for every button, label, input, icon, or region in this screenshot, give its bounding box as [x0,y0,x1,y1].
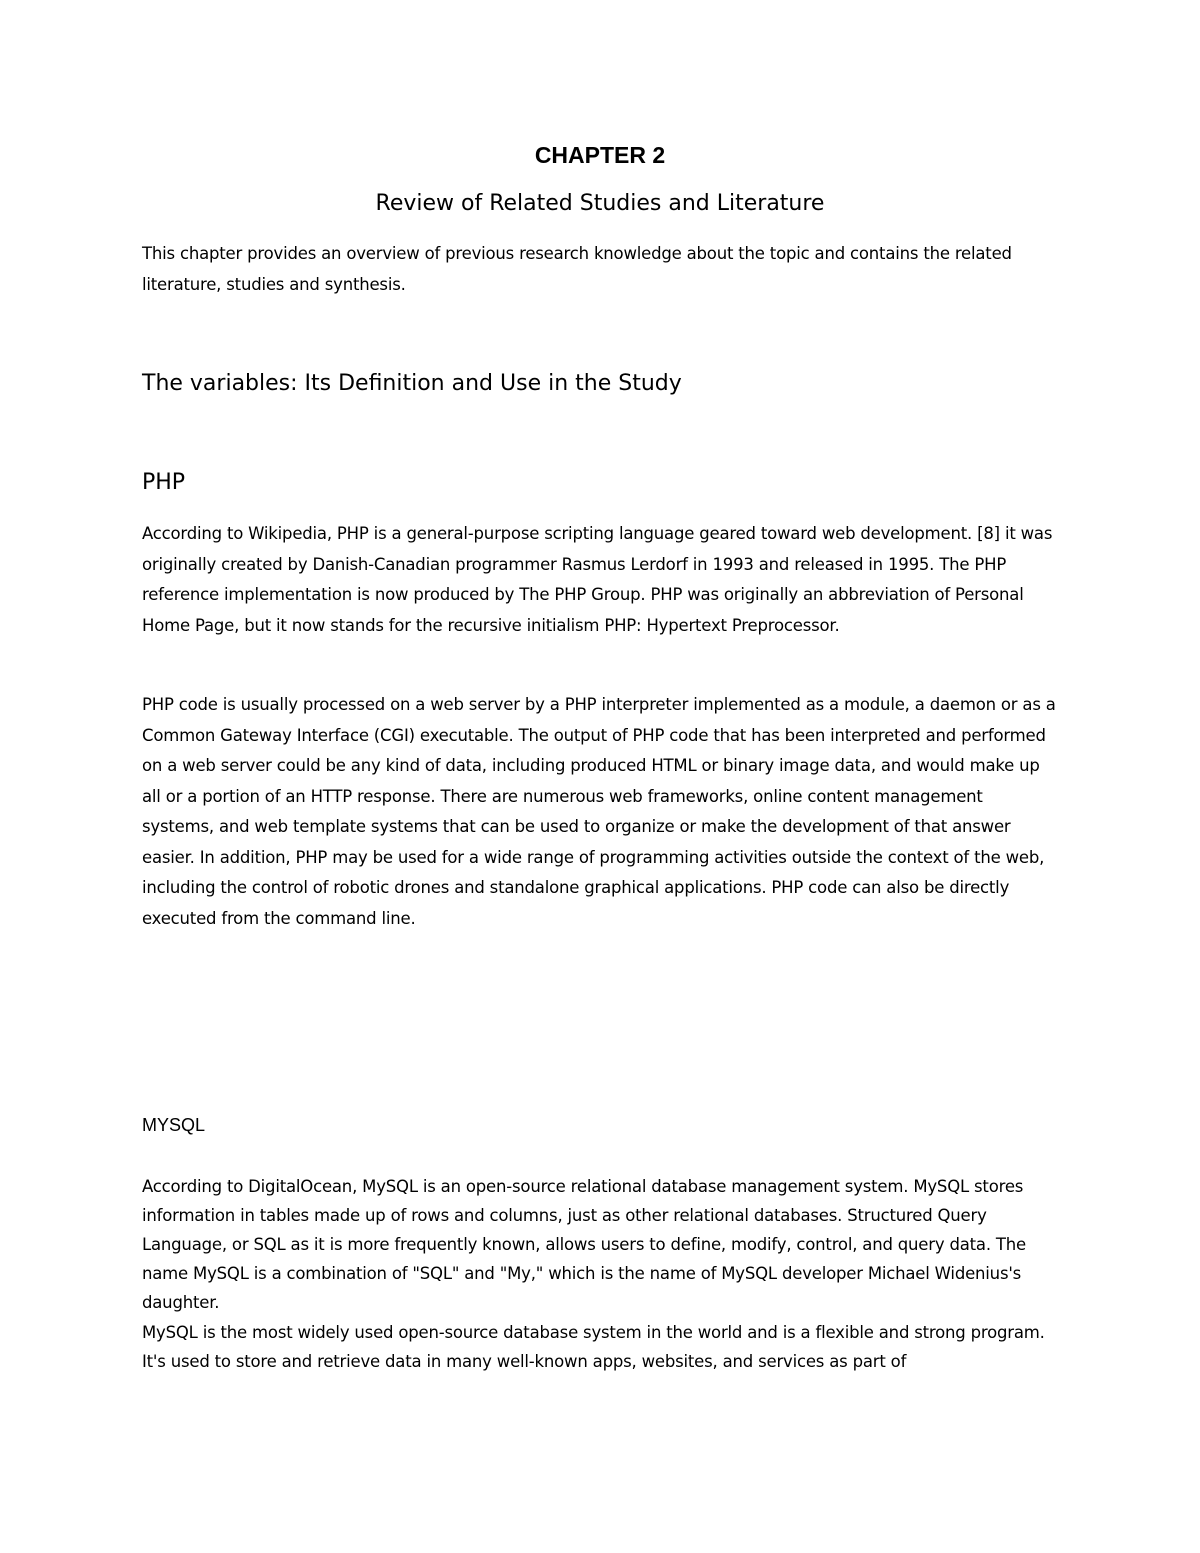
section-heading: The variables: Its Definition and Use in the Study [142,371,682,396]
mysql-paragraph-2: MySQL is the most widely used open-source database system in the world and is a flexible and strong program. It's used to store and retrieve data in many well-known apps, websites, and services as part of [142,1323,1045,1371]
chapter-intro-paragraph: This chapter provides an overview of previous research knowledge about the topic and contains the related literature, studies and synthesis. [142,244,1012,294]
php-paragraph-2: PHP code is usually processed on a web server by a PHP interpreter implemented as a module, a daemon or as a Common Gateway Interface (CGI) executable. The output of PHP code that has been interpreted and performed on a web server could be any kind of data, including produced HTML or binary image data, and would make up all or a portion of an HTTP response. There are numerous web frameworks, online content management systems, and web template systems that can be used to organize or make the development of that answer easier. In addition, PHP may be used for a wide range of programming activities outside the context of the web, including the control of robotic drones and standalone graphical applications. PHP code can also be directly executed from the command line. [142,695,1056,928]
chapter-label: CHAPTER 2 [534,142,666,168]
mysql-paragraph-1: According to DigitalOcean, MySQL is an open-source relational database management system. MySQL stores information in tables made up of rows and columns, just as other relational databases. Structured Query Language, or SQL as it is more frequently known, allows users to define, modify, control, and query data. The name MySQL is a combination of "SQL" and "My," which is the name of MySQL developer Michael Widenius's daughter. [142,1177,1026,1312]
mysql-heading: MYSQL [142,1115,206,1135]
php-heading: PHP [142,470,186,495]
php-paragraph-1: According to Wikipedia, PHP is a general-purpose scripting language geared toward web development. [8] it was originally created by Danish-Canadian programmer Rasmus Lerdorf in 1993 and released in 1995. The PHP reference implementation is now produced by The PHP Group. PHP was originally an abbreviation of Personal Home Page, but it now stands for the recursive initialism PHP: Hypertext Preprocessor. [142,524,1053,635]
chapter-title: Review of Related Studies and Literature [375,191,825,216]
